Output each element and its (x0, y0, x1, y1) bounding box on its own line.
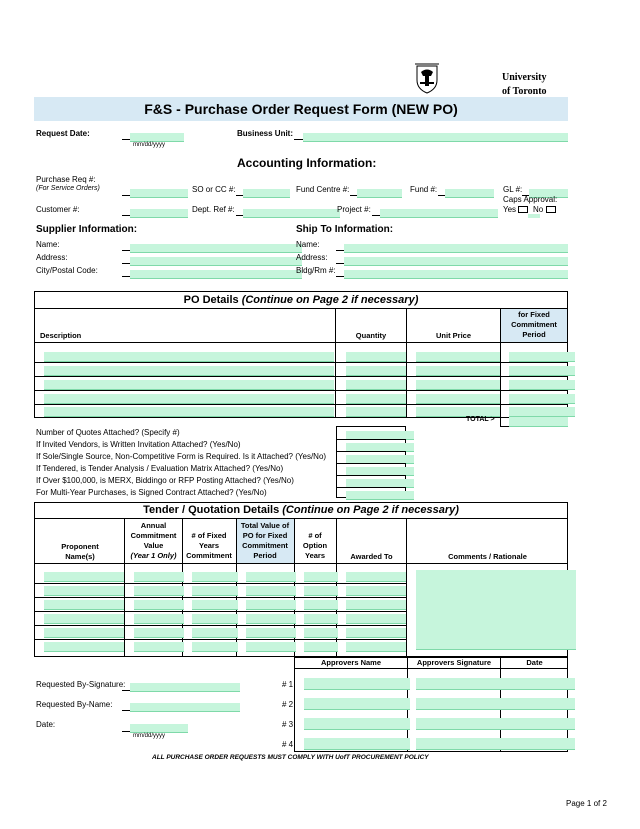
ship-address-label: Address: (296, 253, 328, 262)
university-line1: University (502, 72, 547, 83)
tender-row-3-field-4[interactable] (246, 600, 296, 610)
approver-3-field-3[interactable] (509, 718, 575, 730)
col-approvers-date: Date (526, 658, 543, 667)
purchase-req-label: Purchase Req #: (36, 175, 96, 184)
col-fixed-years: # of Fixed Years Commitment (186, 531, 232, 560)
tender-row-2-field-5[interactable] (304, 586, 338, 596)
ship-bldg-label: Bldg/Rm #: (296, 266, 336, 275)
page-title: F&S - Purchase Order Request Form (NEW PO) (144, 101, 458, 117)
tender-row-1-field-1[interactable] (44, 572, 124, 582)
approver-3-field-1[interactable] (304, 718, 410, 730)
approver-1-field-3[interactable] (509, 678, 575, 690)
approval-date-label: Date: (36, 720, 56, 729)
tender-title-italic: (Continue on Page 2 if necessary) (282, 504, 459, 516)
gl-label: GL #: (503, 185, 523, 194)
tender-row-4-field-3[interactable] (192, 614, 238, 624)
po-details-title (34, 294, 568, 306)
po-row-1-field-3[interactable] (416, 352, 500, 362)
po-row-2-field-2[interactable] (346, 366, 406, 376)
col-approvers-signature: Approvers Signature (416, 658, 492, 667)
tender-row-4-field-1[interactable] (44, 614, 124, 624)
po-row-2-field-3[interactable] (416, 366, 500, 376)
po-row-4-field-2[interactable] (346, 394, 406, 404)
caps-no-checkbox[interactable] (546, 206, 556, 213)
university-name (502, 71, 547, 99)
col-comments: Comments / Rationale (448, 552, 527, 561)
po-row-4-field-1[interactable] (44, 394, 334, 404)
tender-title-main: Tender / Quotation Details (143, 504, 283, 516)
approver-4-field-1[interactable] (304, 738, 410, 750)
project-label: Project #: (337, 205, 371, 214)
tender-row-5-field-4[interactable] (246, 628, 296, 638)
tender-row-6-field-5[interactable] (304, 642, 338, 652)
so-cc-field[interactable] (243, 189, 290, 198)
approver-4-field-2[interactable] (416, 738, 510, 750)
customer-field[interactable] (130, 209, 188, 218)
tender-row-2-field-3[interactable] (192, 586, 238, 596)
po-row-5-field-4[interactable] (509, 407, 575, 417)
tender-row-5-field-2[interactable] (134, 628, 184, 638)
col-annual (125, 521, 182, 561)
approver-2-label: # 2 (282, 700, 294, 709)
col-awarded-to: Awarded To (350, 552, 393, 561)
requested-by-name-label: Requested By-Name: (36, 700, 113, 709)
so-cc-label: SO or CC #: (192, 185, 236, 194)
requested-by-signature-label: Requested By-Signature: (36, 680, 126, 689)
supplier-heading: Supplier Information: (36, 224, 138, 235)
col-total-value: Total Value of PO for Fixed Commitment Period (240, 521, 290, 560)
supplier-name-label: Name: (36, 240, 60, 249)
approver-2-field-2[interactable] (416, 698, 510, 710)
tender-row-6-field-1[interactable] (44, 642, 124, 652)
tender-row-3-field-3[interactable] (192, 600, 238, 610)
po-row-1-field-1[interactable] (44, 352, 334, 362)
tender-row-6-field-6[interactable] (346, 642, 406, 652)
col-option-years: # of Option Years (302, 531, 328, 560)
comments-field[interactable] (416, 570, 576, 650)
tender-row-4-field-2[interactable] (134, 614, 184, 624)
tender-row-1-field-6[interactable] (346, 572, 406, 582)
col-approvers-name: Approvers Name (320, 658, 382, 667)
question-2-label: If Invited Vendors, is Written Invitation Attached? (Yes/No) (36, 440, 241, 449)
approval-date-hint: mm/dd/yyyy (133, 733, 166, 739)
dept-ref-field[interactable] (243, 209, 340, 218)
caps-approval-label: Caps Approval: (503, 195, 558, 204)
ship-to-heading: Ship To Information: (296, 224, 394, 235)
caps-no-label: No (533, 205, 544, 214)
question-6-label: For Multi-Year Purchases, is Signed Contract Attached? (Yes/No) (36, 488, 267, 497)
business-unit-label: Business Unit: (237, 129, 294, 138)
page-number: Page 1 of 2 (566, 799, 607, 808)
question-1-label: Number of Quotes Attached? (Specify #) (36, 428, 180, 437)
po-total-label: TOTAL > (466, 416, 495, 423)
approver-1-label: # 1 (282, 680, 294, 689)
supplier-city-field[interactable] (130, 270, 302, 279)
fund-centre-label: Fund Centre #: (296, 185, 350, 194)
ship-name-label: Name: (296, 240, 320, 249)
po-total-field[interactable] (509, 417, 568, 427)
caps-yes-checkbox[interactable] (518, 206, 528, 213)
university-crest-icon (414, 62, 440, 94)
project-field[interactable] (380, 209, 498, 218)
tender-row-3-field-6[interactable] (346, 600, 406, 610)
tender-row-6-field-2[interactable] (134, 642, 184, 652)
question-6-answer[interactable] (346, 491, 414, 500)
requested-by-signature-field[interactable] (130, 683, 240, 692)
dept-ref-label: Dept. Ref #: (192, 205, 235, 214)
approval-date-field[interactable] (130, 724, 188, 733)
tender-row-3-field-1[interactable] (44, 600, 124, 610)
ship-name-field[interactable] (344, 244, 568, 253)
tender-row-2-field-1[interactable] (44, 586, 124, 596)
po-row-2-field-4[interactable] (509, 366, 575, 376)
request-date-hint: mm/dd/yyyy (133, 142, 166, 148)
approver-1-field-1[interactable] (304, 678, 410, 690)
tender-row-2-field-6[interactable] (346, 586, 406, 596)
approver-1-field-2[interactable] (416, 678, 510, 690)
po-row-2-field-1[interactable] (44, 366, 334, 376)
approver-4-field-3[interactable] (509, 738, 575, 750)
fund-label: Fund #: (410, 185, 438, 194)
tender-row-4-field-5[interactable] (304, 614, 338, 624)
col-description: Description (40, 331, 82, 340)
approver-3-field-2[interactable] (416, 718, 510, 730)
tender-row-3-field-5[interactable] (304, 600, 338, 610)
po-row-5-field-2[interactable] (346, 407, 406, 417)
tender-row-5-field-1[interactable] (44, 628, 124, 638)
supplier-address-field[interactable] (130, 257, 302, 266)
caps-yes-label: Yes (503, 205, 517, 214)
business-unit-field[interactable] (303, 133, 568, 142)
po-row-3-field-1[interactable] (44, 380, 334, 390)
col-quantity: Quantity (355, 331, 387, 340)
po-row-3-field-4[interactable] (509, 380, 575, 390)
ship-address-field[interactable] (344, 257, 568, 266)
po-row-1-field-4[interactable] (509, 352, 575, 362)
po-row-3-field-2[interactable] (346, 380, 406, 390)
po-row-3-field-3[interactable] (416, 380, 500, 390)
supplier-address-label: Address: (36, 253, 68, 262)
po-row-4-field-3[interactable] (416, 394, 500, 404)
approver-2-field-3[interactable] (509, 698, 575, 710)
po-row-1-field-2[interactable] (346, 352, 406, 362)
col-fixed-commitment: for Fixed Commitment Period (511, 310, 557, 339)
university-line2: of Toronto (502, 86, 547, 97)
col-annual-sub: (Year 1 Only) (130, 551, 177, 560)
purchase-req-field[interactable] (130, 189, 188, 198)
accounting-heading: Accounting Information: (237, 156, 377, 170)
tender-row-5-field-3[interactable] (192, 628, 238, 638)
ship-bldg-field[interactable] (344, 270, 568, 279)
tender-row-2-field-2[interactable] (134, 586, 184, 596)
approver-4-label: # 4 (282, 740, 294, 749)
tender-row-5-field-6[interactable] (346, 628, 406, 638)
po-row-4-field-4[interactable] (509, 394, 575, 404)
tender-row-2-field-4[interactable] (246, 586, 296, 596)
col-unit-price: Unit Price (435, 331, 471, 340)
tender-title (34, 504, 568, 516)
approver-2-field-1[interactable] (304, 698, 410, 710)
col-proponent: Proponent Name(s) (61, 542, 99, 561)
purchase-req-sub: (For Service Orders) (36, 185, 100, 192)
tender-row-1-field-4[interactable] (246, 572, 296, 582)
question-5-label: If Over $100,000, is MERX, Biddingo or RFP Posting Attached? (Yes/No) (36, 476, 294, 485)
tender-row-1-field-2[interactable] (134, 572, 184, 582)
tender-row-3-field-2[interactable] (134, 600, 184, 610)
fund-field[interactable] (445, 189, 494, 198)
po-details-title-italic: (Continue on Page 2 if necessary) (241, 294, 419, 306)
fund-centre-field[interactable] (357, 189, 402, 198)
tender-row-4-field-4[interactable] (246, 614, 296, 624)
request-date-field[interactable] (130, 133, 184, 142)
customer-label: Customer #: (36, 205, 80, 214)
po-details-title-main: PO Details (183, 294, 242, 306)
supplier-city-label: City/Postal Code: (36, 266, 98, 275)
po-row-5-field-1[interactable] (44, 407, 334, 417)
tender-row-5-field-5[interactable] (304, 628, 338, 638)
tender-row-6-field-4[interactable] (246, 642, 296, 652)
tender-row-1-field-5[interactable] (304, 572, 338, 582)
request-date-label: Request Date: (36, 129, 90, 138)
col-annual-main: Annual Commitment Value (130, 521, 177, 550)
tender-row-1-field-3[interactable] (192, 572, 238, 582)
requested-by-name-field[interactable] (130, 703, 240, 712)
question-4-label: If Tendered, is Tender Analysis / Evaluation Matrix Attached? (Yes/No) (36, 464, 284, 473)
supplier-name-field[interactable] (130, 244, 302, 253)
approver-3-label: # 3 (282, 720, 294, 729)
tender-row-4-field-6[interactable] (346, 614, 406, 624)
question-3-label: If Sole/Single Source, Non-Competitive Form is Required. Is it Attached? (Yes/No) (36, 452, 327, 461)
policy-note: ALL PURCHASE ORDER REQUESTS MUST COMPLY WITH UofT PROCUREMENT POLICY (152, 754, 429, 761)
tender-row-6-field-3[interactable] (192, 642, 238, 652)
